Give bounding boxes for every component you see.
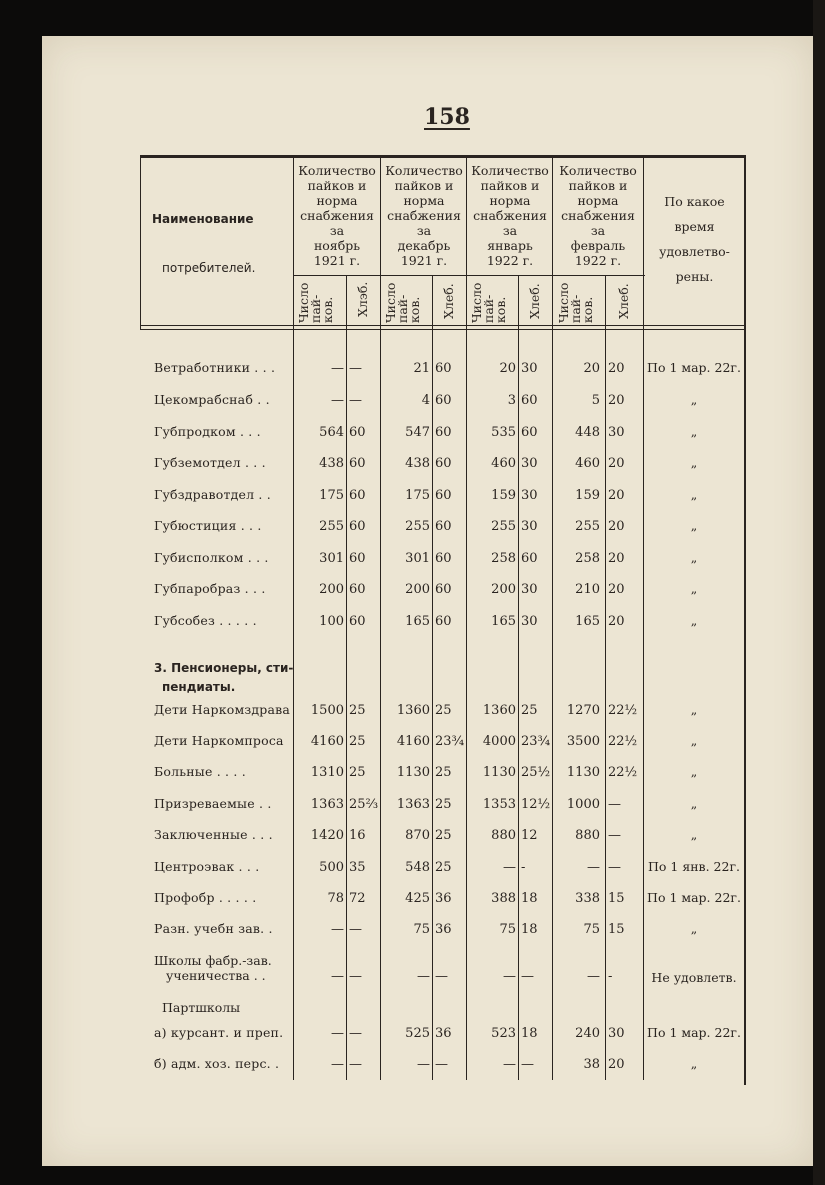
bread-norm-cell: 15 [608,891,625,906]
bread-norm-cell: 60 [435,519,452,534]
ration-count-cell: 1000 [566,797,600,812]
ration-count-cell: 3500 [566,734,600,749]
bread-norm-cell: 20 [608,361,625,376]
row-name: Разн. учебн зав. . [154,921,273,936]
row-name: а) курсант. и преп. [154,1025,284,1040]
bread-norm-cell: 20 [608,393,625,408]
bread-norm-cell: 25 [435,860,452,875]
bread-norm-cell: — [349,361,362,376]
ration-count-cell: 1420 [310,828,344,843]
period-note: „ [690,518,698,533]
bread-norm-cell: 12½ [521,797,551,812]
bread-norm-cell: — [349,922,362,937]
bread-norm-cell: 60 [521,425,538,440]
sub-bread-nov: Хлэб. [355,281,370,317]
row-name: Губпаробраз . . . [154,581,266,596]
period-line: Количество [559,163,637,178]
ration-count-cell: 535 [491,425,516,440]
bread-norm-cell: 20 [608,551,625,566]
row-name: Губюстиция . . . [154,518,262,533]
ration-count-cell: 525 [405,1026,430,1041]
bread-norm-cell: — [521,969,534,984]
row-name: Дети Наркомпроса [154,733,284,748]
col-rule-jan-sub [518,275,519,1080]
bread-norm-cell: 30 [521,456,538,471]
period-line: норма [489,193,531,208]
row-name: Губсобез . . . . . [154,613,257,628]
sub-line: ков. [580,296,595,323]
ration-count-cell: — [417,1057,430,1072]
ration-count-cell: — [503,1057,516,1072]
ration-count-cell: 4160 [396,734,430,749]
ration-count-cell: 1130 [482,765,516,780]
sub-count-dec [385,283,421,323]
ration-count-cell: 255 [319,519,344,534]
period-note: „ [690,455,698,470]
period-note: „ [690,702,698,717]
last-col-line: удовлетво- [659,244,730,259]
bread-norm-cell: 25⅔ [349,797,379,812]
period-note: По 1 мар. 22г. [647,360,741,375]
schools-name-2: ученичества . . [166,968,266,983]
sub-line: Число [296,282,311,323]
ration-count-cell: 5 [591,393,600,408]
ration-count-cell: — [331,969,344,984]
period-line: пайков и [307,178,367,193]
ration-count-cell: 78 [327,891,344,906]
period-line: за [502,223,518,238]
row-name: Губздравотдел . . [154,487,271,502]
ration-count-cell: 448 [575,425,600,440]
ration-count-cell: 4 [421,393,430,408]
period-line: декабрь [397,238,451,253]
row-name: Профобр . . . . . [154,890,257,905]
bread-norm-cell: 18 [521,1026,538,1041]
bread-norm-cell: 20 [608,582,625,597]
col-rule-dec-sub [432,275,433,1080]
period-note: „ [690,921,698,936]
bread-norm-cell: 25 [521,703,538,718]
ration-count-cell: 1363 [396,797,430,812]
bread-norm-cell: 25½ [521,765,551,780]
ration-count-cell: 240 [575,1026,600,1041]
table-top-rule [140,155,746,158]
ration-count-cell: 21 [413,361,430,376]
bread-norm-cell: 30 [521,519,538,534]
period-line: снабжения [300,208,374,223]
schools-note: Не удовлетв. [651,970,737,985]
ration-count-cell: 75 [583,922,600,937]
last-col-line: По какое [664,194,725,209]
ration-count-cell: 210 [575,582,600,597]
ration-count-cell: — [587,969,600,984]
sub-line: пай- [395,294,410,323]
sub-line: пай- [568,294,583,323]
bread-norm-cell: 18 [521,922,538,937]
bread-norm-cell: 60 [349,519,366,534]
ration-count-cell: 20 [499,361,516,376]
name-col-heading-2: потребителей. [162,261,256,275]
row-name: Дети Наркомздрава [154,702,291,717]
period-header-dec [381,163,467,268]
period-line: пайков и [568,178,628,193]
ration-count-cell: 880 [575,828,600,843]
ration-count-cell: 20 [583,361,600,376]
col-rule-right [744,155,746,1085]
period-note: „ [690,733,698,748]
ration-count-cell: 438 [319,456,344,471]
sub-count-feb [558,283,594,323]
ration-count-cell: 258 [491,551,516,566]
bread-norm-cell: 20 [608,614,625,629]
bread-norm-cell: 60 [349,456,366,471]
bread-norm-cell: 25 [349,765,366,780]
bread-norm-cell: 60 [435,393,452,408]
sub-line: ков. [320,296,335,323]
ration-count-cell: 1130 [566,765,600,780]
period-header-jan [467,163,553,268]
ration-count-cell: — [503,860,516,875]
sub-count-jan [471,283,507,323]
ration-count-cell: 38 [583,1057,600,1072]
sub-bread-feb: Хлеб. [616,283,631,319]
bread-norm-cell: 30 [608,1026,625,1041]
ration-count-cell: 75 [499,922,516,937]
row-name: Больные . . . . [154,764,246,779]
header-bottom-rule-1 [140,325,746,326]
ration-count-cell: 255 [491,519,516,534]
col-rule-left [140,155,141,330]
bread-norm-cell: 60 [521,393,538,408]
period-header-nov [294,163,380,268]
ration-count-cell: 200 [319,582,344,597]
ration-count-cell: 165 [575,614,600,629]
period-note: „ [690,424,698,439]
period-line: январь [487,238,533,253]
ration-count-cell: 870 [405,828,430,843]
row-name: Губземотдел . . . [154,455,266,470]
bread-norm-cell: 60 [435,614,452,629]
period-line: за [416,223,432,238]
bread-norm-cell: 35 [349,860,366,875]
ration-count-cell: 564 [319,425,344,440]
section-3-heading-1: 3. Пенсионеры, сти- [154,661,294,675]
ration-count-cell: — [331,1026,344,1041]
period-note: „ [690,581,698,596]
row-name: Ветработники . . . [154,360,276,375]
bread-norm-cell: 60 [349,614,366,629]
ration-count-cell: 255 [405,519,430,534]
ration-count-cell: — [331,361,344,376]
ration-count-cell: 200 [491,582,516,597]
bread-norm-cell: — [435,969,448,984]
period-note: По 1 янв. 22г. [648,859,740,874]
ration-count-cell: 880 [491,828,516,843]
col-rule-nov-sub [346,275,347,1080]
bread-norm-cell: 23¾ [435,734,465,749]
sub-count-nov [298,283,334,323]
bread-norm-cell: 18 [521,891,538,906]
bread-norm-cell: 20 [608,519,625,534]
bread-norm-cell: 60 [349,551,366,566]
period-line: Количество [385,163,463,178]
bread-norm-cell: — [349,1057,362,1072]
ration-count-cell: 4160 [310,734,344,749]
ration-count-cell: 1270 [566,703,600,718]
ration-count-cell: — [331,393,344,408]
period-line: февраль [570,238,626,253]
ration-count-cell: 200 [405,582,430,597]
ration-count-cell: 548 [405,860,430,875]
sub-line: ков. [493,296,508,323]
period-line: 1922 г. [486,253,534,268]
bread-norm-cell: 60 [349,582,366,597]
ration-count-cell: 1360 [482,703,516,718]
bread-norm-cell: 30 [608,425,625,440]
ration-count-cell: 338 [575,891,600,906]
period-line: норма [403,193,445,208]
ration-count-cell: 460 [491,456,516,471]
bread-norm-cell: 22½ [608,703,638,718]
ration-count-cell: 460 [575,456,600,471]
ration-count-cell: 1500 [310,703,344,718]
ration-count-cell: 500 [319,860,344,875]
bread-norm-cell: 30 [521,361,538,376]
bread-norm-cell: 60 [435,551,452,566]
ration-count-cell: 523 [491,1026,516,1041]
period-line: норма [316,193,358,208]
ration-count-cell: 3 [507,393,516,408]
bread-norm-cell: 72 [349,891,366,906]
bread-norm-cell: 15 [608,922,625,937]
bread-norm-cell: 20 [608,488,625,503]
bread-norm-cell: — [349,969,362,984]
ration-count-cell: 100 [319,614,344,629]
ration-count-cell: 438 [405,456,430,471]
period-note: По 1 мар. 22г. [647,890,741,905]
period-note: „ [690,487,698,502]
bread-norm-cell: 20 [608,456,625,471]
bread-norm-cell: 60 [435,488,452,503]
period-line: 1922 г. [574,253,622,268]
bread-norm-cell: 36 [435,891,452,906]
header-bottom-rule-2 [140,329,746,330]
period-header-feb [553,163,643,268]
period-note: По 1 мар. 22г. [647,1025,741,1040]
ration-count-cell: 1310 [310,765,344,780]
schools-name-1: Школы фабр.-зав. [154,953,272,968]
ration-count-cell: 1360 [396,703,430,718]
period-line: Количество [298,163,376,178]
period-note: „ [690,1056,698,1071]
sub-line: Число [556,282,571,323]
bread-norm-cell: — [608,828,621,843]
last-col-heading [645,189,744,289]
sub-line: Число [383,282,398,323]
bread-norm-cell: 30 [521,582,538,597]
last-col-line: рены. [675,269,714,284]
bread-norm-cell: 60 [521,551,538,566]
period-line: за [590,223,606,238]
bread-norm-cell: 60 [435,361,452,376]
ration-count-cell: 165 [405,614,430,629]
bread-norm-cell: 22½ [608,765,638,780]
period-note: „ [690,827,698,842]
period-note: „ [690,392,698,407]
bread-norm-cell: - [521,860,526,875]
bread-norm-cell: 25 [435,703,452,718]
ration-count-cell: 301 [405,551,430,566]
last-col-line: время [674,219,715,234]
row-name: Цекомрабснаб . . [154,392,270,407]
period-line: Количество [471,163,549,178]
ration-count-cell: — [417,969,430,984]
page-edge-strip [813,0,825,1185]
ration-count-cell: 159 [575,488,600,503]
sub-line: пай- [481,294,496,323]
ration-count-cell: — [331,922,344,937]
bread-norm-cell: 25 [435,797,452,812]
period-note: „ [690,764,698,779]
bread-norm-cell: 25 [349,734,366,749]
row-name: Губисполком . . . [154,550,269,565]
sub-line: Число [469,282,484,323]
bread-norm-cell: 36 [435,922,452,937]
bread-norm-cell: 60 [435,425,452,440]
sub-bread-jan: Хлеб. [527,283,542,319]
data-table [138,155,746,1085]
col-rule-feb-sub [605,275,606,1080]
bread-norm-cell: — [349,1026,362,1041]
period-line: ноябрь [313,238,361,253]
period-note: „ [690,550,698,565]
party-schools-title: Партшколы [162,1000,241,1015]
sub-line: пай- [308,294,323,323]
bread-norm-cell: 22½ [608,734,638,749]
ration-count-cell: 301 [319,551,344,566]
period-line: за [329,223,345,238]
period-line: снабжения [473,208,547,223]
bread-norm-cell: 30 [521,488,538,503]
bread-norm-cell: 60 [349,425,366,440]
ration-count-cell: 75 [413,922,430,937]
bread-norm-cell: — [608,860,621,875]
bread-norm-cell: 25 [435,828,452,843]
ration-count-cell: — [331,1057,344,1072]
bread-norm-cell: 60 [435,582,452,597]
bread-norm-cell: 30 [521,614,538,629]
row-name: Призреваемые . . [154,796,272,811]
ration-count-cell: 425 [405,891,430,906]
ration-count-cell: 258 [575,551,600,566]
ration-count-cell: 165 [491,614,516,629]
ration-count-cell: 175 [405,488,430,503]
page-number: 158 [424,104,470,130]
row-name: б) адм. хоз. перс. . [154,1056,280,1071]
sub-line: ков. [407,296,422,323]
ration-count-cell: — [503,969,516,984]
bread-norm-cell: 60 [349,488,366,503]
bread-norm-cell: — [349,393,362,408]
period-line: снабжения [561,208,635,223]
ration-count-cell: 175 [319,488,344,503]
period-line: 1921 г. [313,253,361,268]
bread-norm-cell: 60 [435,456,452,471]
period-note: „ [690,796,698,811]
ration-count-cell: 159 [491,488,516,503]
row-name: Губпродком . . . [154,424,261,439]
period-line: снабжения [387,208,461,223]
bread-norm-cell: 20 [608,1057,625,1072]
period-line: норма [577,193,619,208]
ration-count-cell: 1363 [310,797,344,812]
ration-count-cell: 388 [491,891,516,906]
bread-norm-cell: 36 [435,1026,452,1041]
ration-count-cell: 547 [405,425,430,440]
bread-norm-cell: 12 [521,828,538,843]
row-name: Центроэвак . . . [154,859,260,874]
section-3-heading-2: пендиаты. [162,680,236,694]
bread-norm-cell: — [608,797,621,812]
bread-norm-cell: — [521,1057,534,1072]
ration-count-cell: — [587,860,600,875]
period-line: пайков и [394,178,454,193]
bread-norm-cell: - [608,969,613,984]
sub-bread-dec: Хлеб. [441,283,456,319]
ration-count-cell: 4000 [482,734,516,749]
bread-norm-cell: 23¾ [521,734,551,749]
ration-count-cell: 1130 [396,765,430,780]
bread-norm-cell: 25 [349,703,366,718]
row-name: Заключенные . . . [154,827,273,842]
period-note: „ [690,613,698,628]
bread-norm-cell: 16 [349,828,366,843]
bread-norm-cell: 25 [435,765,452,780]
name-col-heading-1: Наименование [152,212,254,226]
ration-count-cell: 255 [575,519,600,534]
bread-norm-cell: — [435,1057,448,1072]
period-line: пайков и [480,178,540,193]
ration-count-cell: 1353 [482,797,516,812]
period-line: 1921 г. [400,253,448,268]
